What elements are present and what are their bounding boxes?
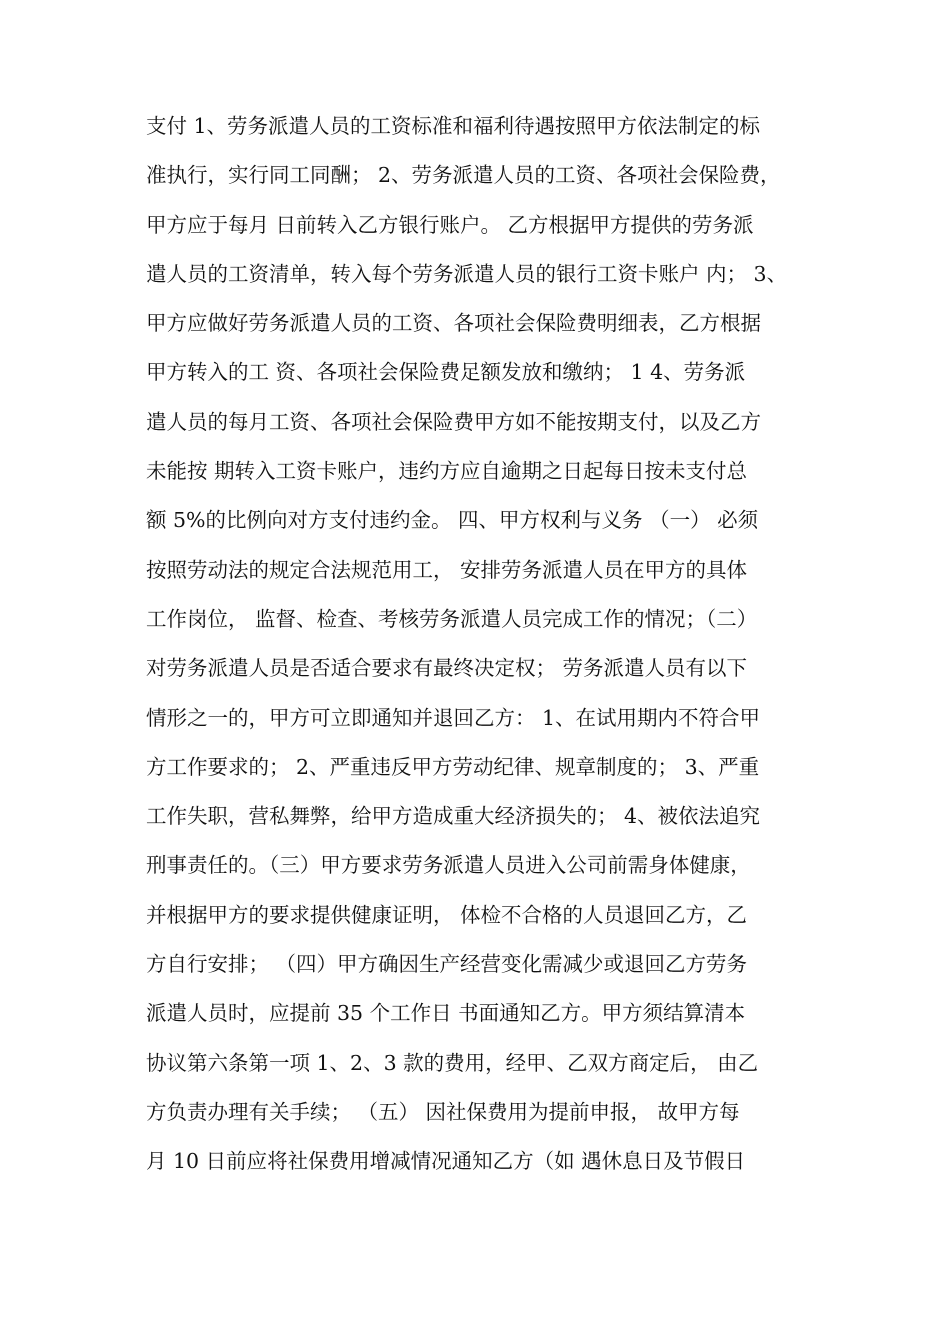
- text-line: 遣人员的工资清单，转入每个劳务派遣人员的银行工资卡账户 内； 3、: [146, 261, 788, 286]
- text-line: 甲方转入的工 资、各项社会保险费足额发放和缴纳； 1 4、劳务派: [146, 360, 746, 385]
- text-line: 刑事责任的。（三）甲方要求劳务派遣人员进入公司前需身体健康，: [146, 853, 751, 878]
- text-line: 甲方应做好劳务派遣人员的工资、各项社会保险费明细表，乙方根据: [146, 311, 761, 336]
- text-line: 并根据甲方的要求提供健康证明， 体检不合格的人员退回乙方，乙: [146, 902, 748, 927]
- text-line: 协议第六条第一项 1、2、3 款的费用，经甲、乙双方商定后， 由乙: [146, 1050, 759, 1075]
- text-line: 方工作要求的； 2、严重违反甲方劳动纪律、规章制度的； 3、严重: [146, 754, 760, 779]
- text-line: 月 10 日前应将社保费用增减情况通知乙方（如 遇休息日及节假日: [146, 1149, 746, 1174]
- text-line: 额 5%的比例向对方支付违约金。 四、甲方权利与义务 （一） 必须: [146, 508, 759, 533]
- text-line: 遣人员的每月工资、各项社会保险费甲方如不能按期支付，以及乙方: [146, 409, 761, 434]
- text-line: 情形之一的，甲方可立即通知并退回乙方： 1、在试用期内不符合甲: [146, 705, 761, 730]
- text-line: 工作失职，营私舞弊，给甲方造成重大经济损失的； 4、被依法追究: [146, 804, 761, 829]
- text-line: 派遣人员时，应提前 35 个工作日 书面通知乙方。甲方须结算清本: [146, 1001, 746, 1026]
- text-line: 支付 1、劳务派遣人员的工资标准和福利待遇按照甲方依法制定的标: [146, 114, 761, 138]
- text-line: 按照劳动法的规定合法规范用工， 安排劳务派遣人员在甲方的具体: [146, 557, 748, 582]
- text-line: 方负责办理有关手续； （五） 因社保费用为提前申报， 故甲方每: [146, 1099, 740, 1124]
- body-text: [146, 102, 836, 1187]
- text-line: 对劳务派遣人员是否适合要求有最终决定权； 劳务派遣人员有以下: [146, 656, 748, 681]
- text-line: 未能按 期转入工资卡账户，违约方应自逾期之日起每日按未支付总: [146, 459, 748, 484]
- text-line: 甲方应于每月 日前转入乙方银行账户。 乙方根据甲方提供的劳务派: [146, 212, 754, 237]
- text-line: 准执行，实行同工同酬； 2、劳务派遣人员的工资、各项社会保险费，: [146, 163, 781, 188]
- text-line: 方自行安排； （四）甲方确因生产经营变化需减少或退回乙方劳务: [146, 952, 748, 977]
- text-line: 工作岗位， 监督、检查、考核劳务派遣人员完成工作的情况；（二）: [146, 606, 758, 631]
